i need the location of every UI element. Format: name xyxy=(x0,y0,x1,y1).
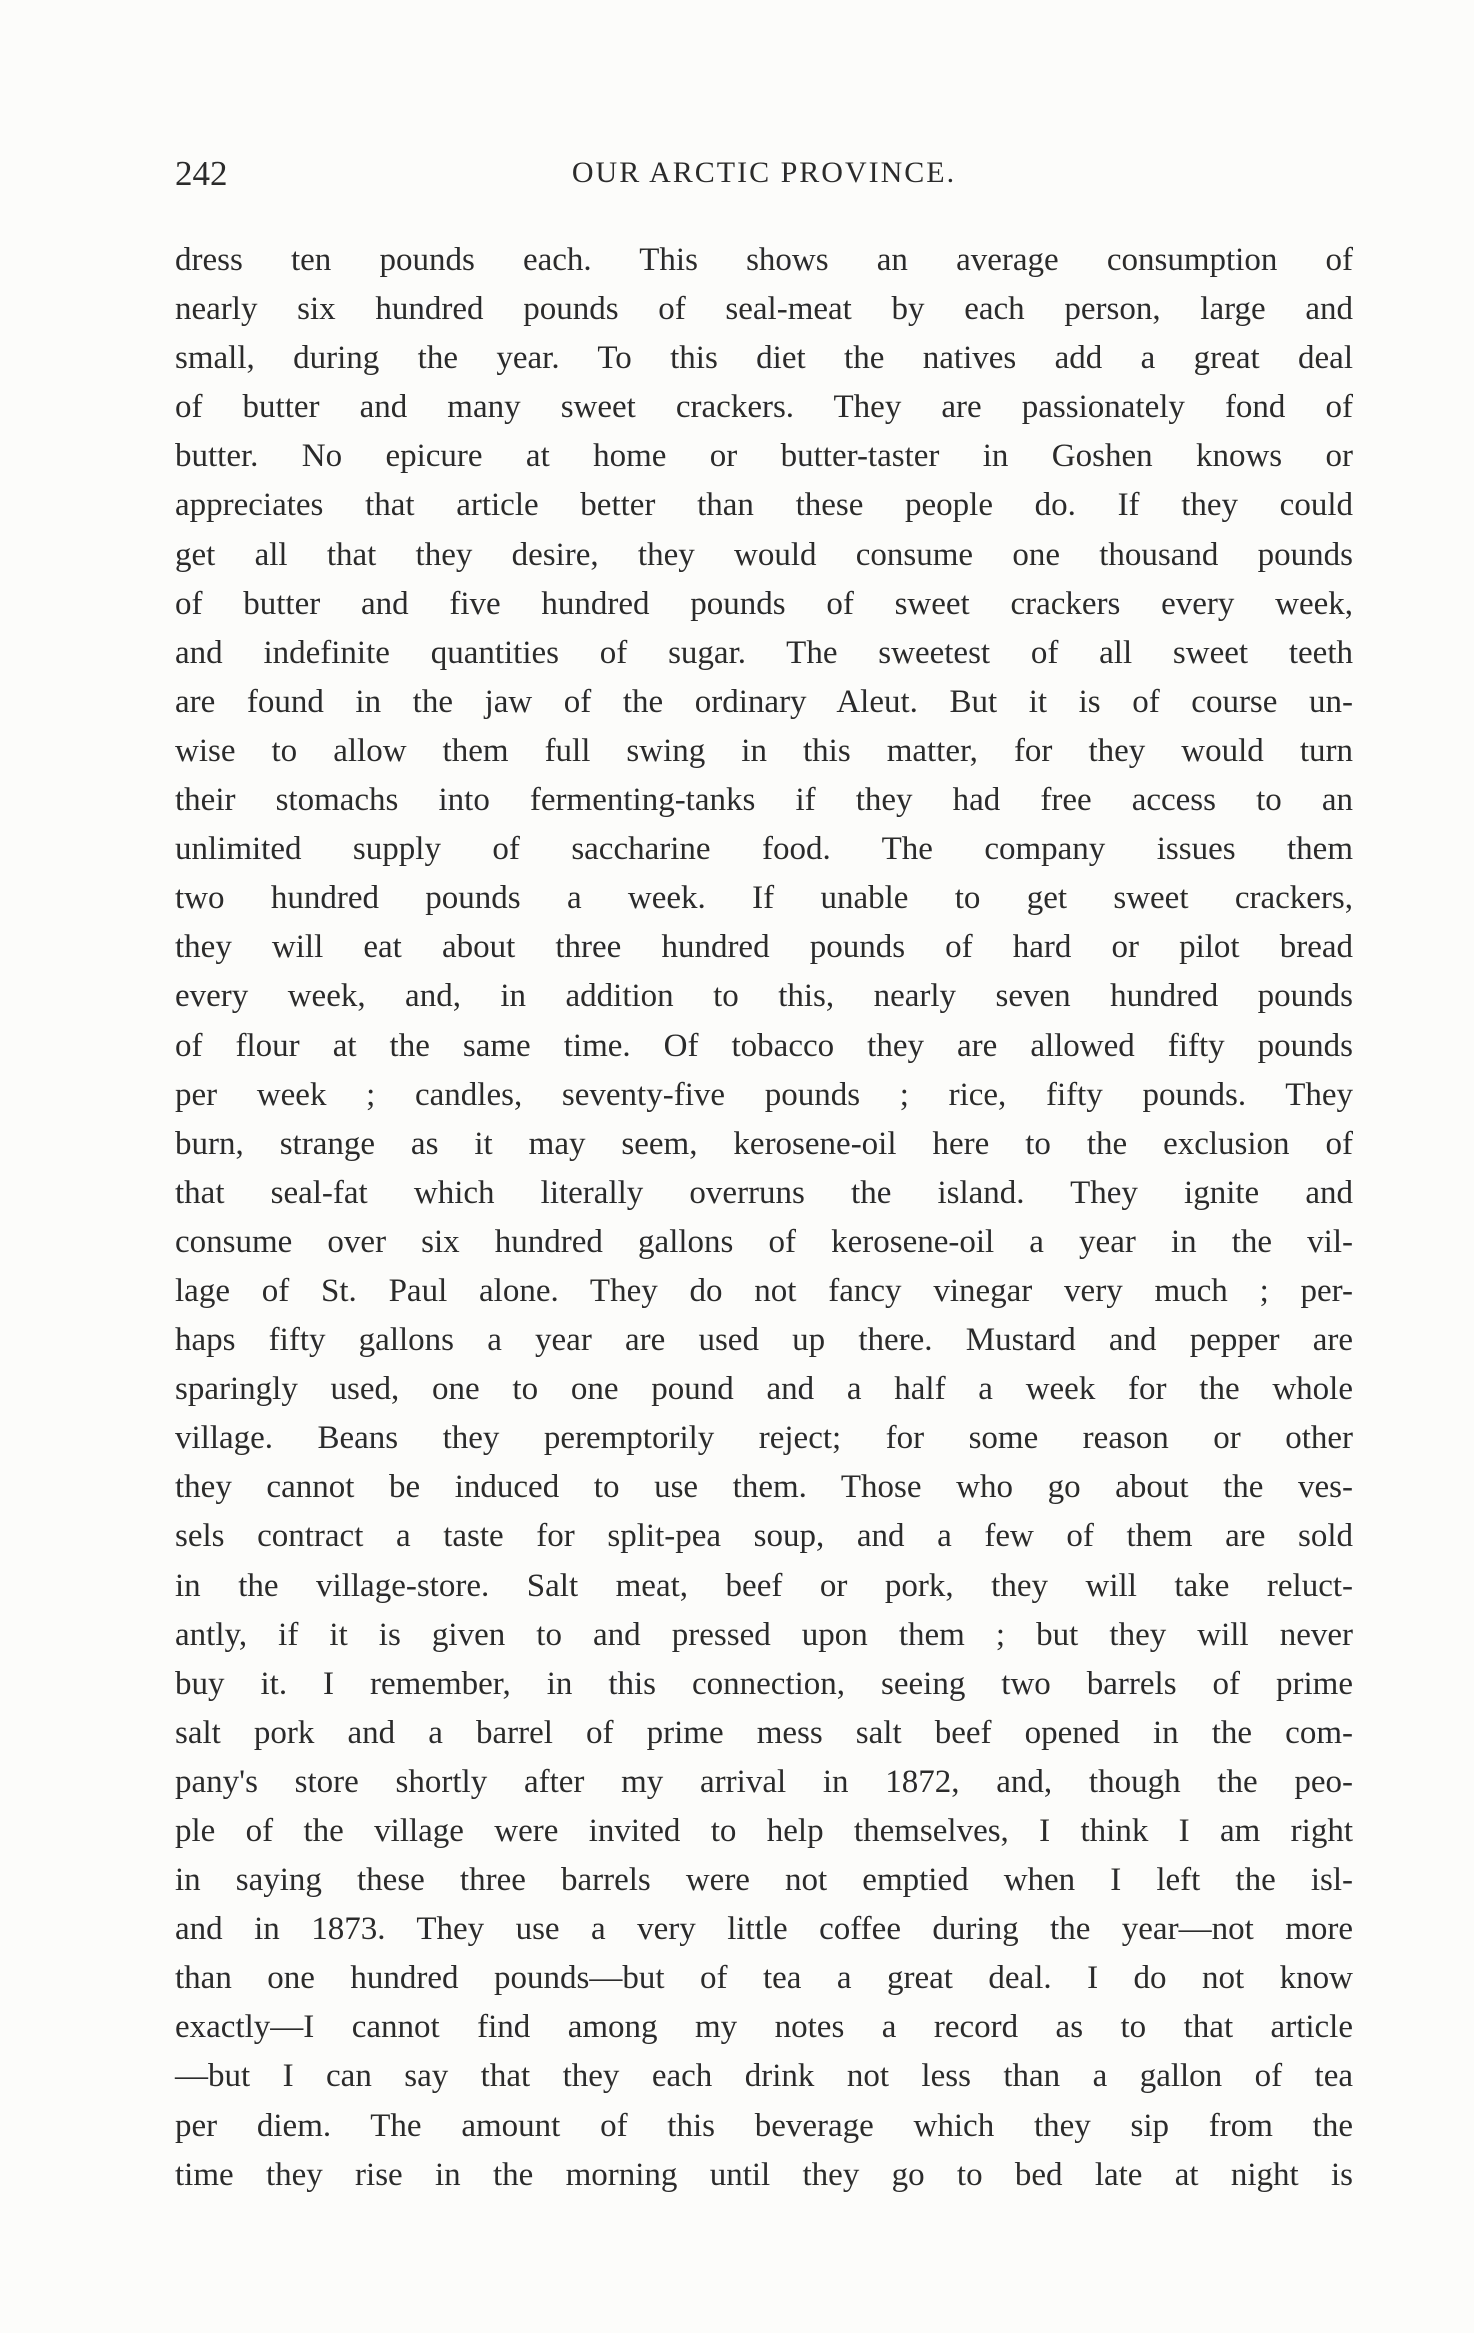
text-line: sels contract a taste for split-pea soup, and a few of them are sold xyxy=(175,1518,1353,1555)
page-number: 242 xyxy=(175,154,228,193)
text-line: two hundred pounds a week. If unable to get sweet crackers, xyxy=(175,880,1353,917)
text-line: lage of St. Paul alone. They do not fancy vinegar very much ; per- xyxy=(175,1272,1353,1309)
text-line: butter. No epicure at home or butter-taster in Goshen knows or xyxy=(175,438,1353,475)
text-line: their stomachs into fermenting-tanks if they had free access to an xyxy=(175,782,1353,819)
text-line: ple of the village were invited to help themselves, I think I am right xyxy=(175,1813,1353,1849)
text-line: of butter and five hundred pounds of sweet crackers every week, xyxy=(175,585,1353,622)
text-line: in the village-store. Salt meat, beef or pork, they will take reluct- xyxy=(175,1567,1353,1604)
text-line: of flour at the same time. Of tobacco they are allowed fifty pounds xyxy=(175,1027,1353,1064)
text-line: village. Beans they peremptorily reject; for some reason or other xyxy=(175,1420,1353,1457)
text-line: time they rise in the morning until they go to bed late at night is xyxy=(175,2156,1353,2193)
text-line: wise to allow them full swing in this matter, for they would turn xyxy=(175,732,1353,769)
page-header xyxy=(175,150,1353,200)
text-line: salt pork and a barrel of prime mess salt beef opened in the com- xyxy=(175,1714,1353,1751)
text-line: that seal-fat which literally overruns the island. They ignite and xyxy=(175,1174,1353,1211)
text-line: are found in the jaw of the ordinary Aleut. But it is of course un- xyxy=(175,683,1353,720)
text-line: and in 1873. They use a very little coffee during the year—not more xyxy=(175,1911,1353,1948)
text-line: antly, if it is given to and pressed upon them ; but they will never xyxy=(175,1616,1353,1653)
text-line: get all that they desire, they would consume one thousand pounds xyxy=(175,536,1353,573)
text-line: they cannot be induced to use them. Those who go about the ves- xyxy=(175,1469,1353,1506)
text-line: consume over six hundred gallons of kerosene-oil a year in the vil- xyxy=(175,1223,1353,1260)
text-line: exactly—I cannot find among my notes a record as to that article xyxy=(175,2009,1353,2046)
text-line: per diem. The amount of this beverage which they sip from the xyxy=(175,2107,1353,2144)
text-line: —but I can say that they each drink not less than a gallon of tea xyxy=(175,2058,1353,2095)
text-line: of butter and many sweet crackers. They are passionately fond of xyxy=(175,389,1353,426)
text-line: and indefinite quantities of sugar. The sweetest of all sweet teeth xyxy=(175,634,1353,671)
text-line: than one hundred pounds—but of tea a great deal. I do not know xyxy=(175,1960,1353,1997)
text-line: appreciates that article better than these people do. If they could xyxy=(175,487,1353,524)
text-line: pany's store shortly after my arrival in 1872, and, though the peo- xyxy=(175,1763,1353,1800)
text-line: in saying these three barrels were not emptied when I left the isl- xyxy=(175,1862,1353,1899)
text-line: they will eat about three hundred pounds of hard or pilot bread xyxy=(175,929,1353,966)
text-line: buy it. I remember, in this connection, seeing two barrels of prime xyxy=(175,1665,1353,1702)
text-line: burn, strange as it may seem, kerosene-oil here to the exclusion of xyxy=(175,1125,1353,1162)
text-line: unlimited supply of saccharine food. The company issues them xyxy=(175,831,1353,868)
text-line: every week, and, in addition to this, nearly seven hundred pounds xyxy=(175,978,1353,1015)
text-line: sparingly used, one to one pound and a half a week for the whole xyxy=(175,1371,1353,1408)
text-line: dress ten pounds each. This shows an average consumption of xyxy=(175,242,1353,278)
running-title: OUR ARCTIC PROVINCE. xyxy=(571,156,957,189)
text-line: nearly six hundred pounds of seal-meat by each person, large and xyxy=(175,291,1353,328)
text-line: per week ; candles, seventy-five pounds ; rice, fifty pounds. They xyxy=(175,1076,1353,1113)
text-line: small, during the year. To this diet the natives add a great deal xyxy=(175,340,1353,377)
body-text xyxy=(175,236,1353,2200)
text-line: haps fifty gallons a year are used up there. Mustard and pepper are xyxy=(175,1322,1353,1359)
